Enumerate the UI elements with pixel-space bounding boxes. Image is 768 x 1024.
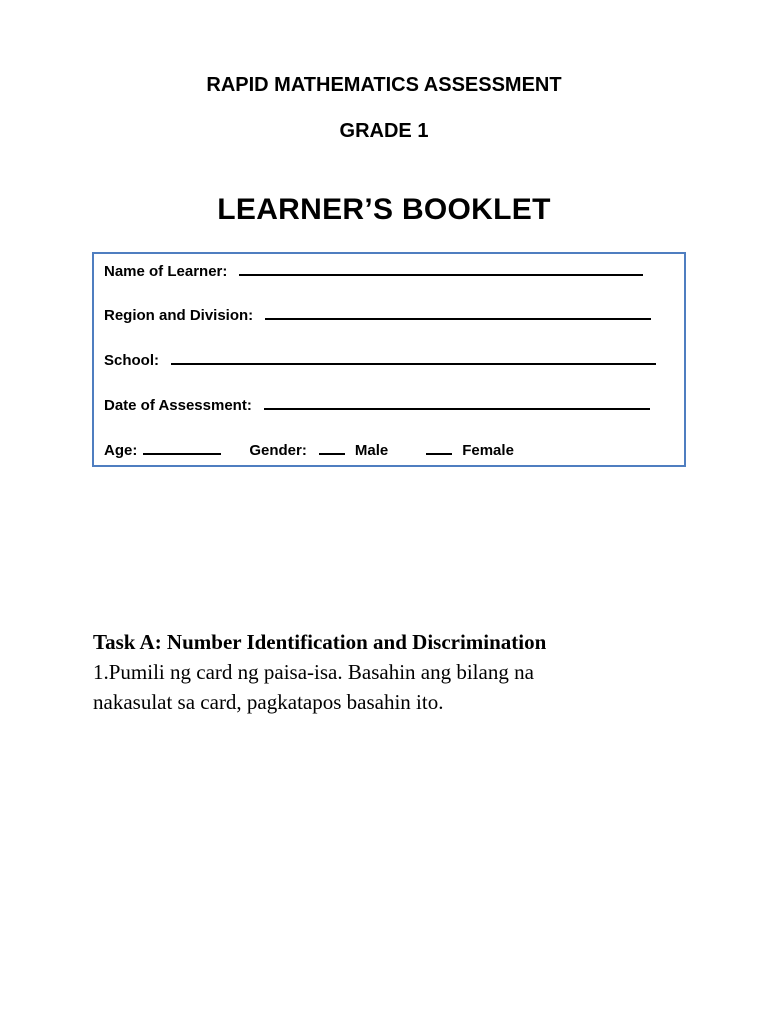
age-gender-row [104, 442, 514, 459]
age-label: Age: [104, 442, 138, 459]
learner-info-box [92, 252, 686, 467]
school-label: School: [104, 352, 159, 369]
male-check-line[interactable] [319, 452, 345, 455]
date-row [104, 397, 650, 414]
age-field-line[interactable] [143, 452, 221, 455]
date-label: Date of Assessment: [104, 397, 252, 414]
female-label: Female [462, 442, 514, 459]
gender-label: Gender: [249, 442, 307, 459]
grade-label: GRADE 1 [339, 120, 429, 142]
school-field-line[interactable] [171, 362, 656, 365]
date-field-line[interactable] [264, 407, 650, 410]
male-label: Male [354, 442, 389, 459]
name-row [104, 263, 643, 280]
region-label: Region and Division: [104, 307, 254, 324]
instruction-line: nakasulat sa card, pagkatapos basahin ito. [93, 690, 444, 714]
female-check-line[interactable] [426, 452, 452, 455]
region-field-line[interactable] [265, 317, 651, 320]
region-row [104, 307, 651, 324]
instruction-line: 1.Pumili ng card ng paisa-isa. Basahin ang bilang na [93, 660, 534, 684]
name-field-line[interactable] [239, 273, 643, 276]
task-a-section [93, 630, 713, 717]
booklet-title: LEARNER’S BOOKLET [217, 193, 551, 226]
task-instructions [93, 657, 713, 717]
school-row [104, 352, 656, 369]
task-title: Task A: Number Identification and Discrimination [93, 630, 547, 654]
name-label: Name of Learner: [104, 263, 228, 280]
assessment-title: RAPID MATHEMATICS ASSESSMENT [206, 74, 562, 96]
